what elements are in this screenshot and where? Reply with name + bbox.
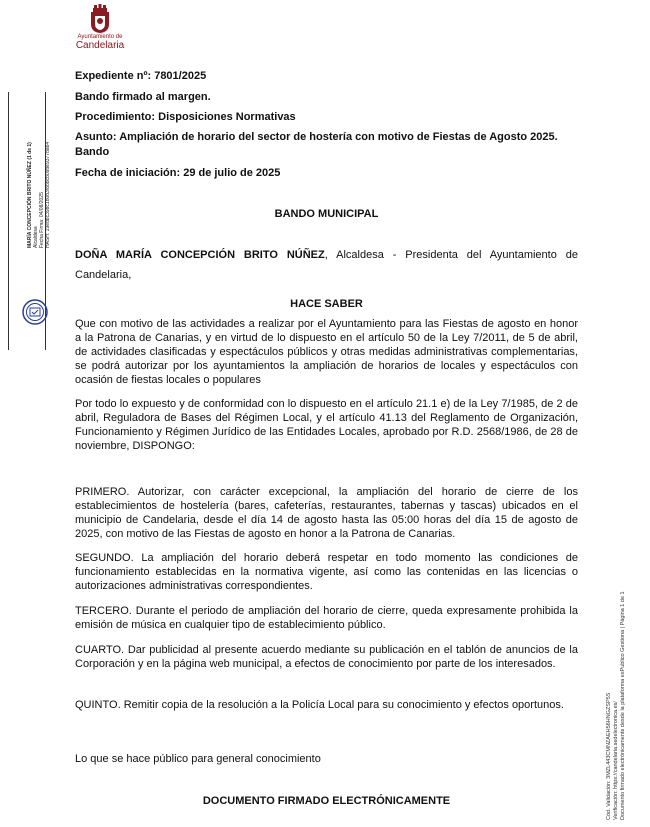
expediente: Expediente nº: 7801/2025 xyxy=(75,70,207,82)
logo-title: Candelaria xyxy=(75,40,125,51)
mayor-name: DOÑA MARÍA CONCEPCIÓN BRITO NÚÑEZ xyxy=(75,249,325,261)
fecha-iniciacion: Fecha de iniciación: 29 de julio de 2025 xyxy=(75,167,281,179)
intro-rest: , Alcaldesa - Presidenta del Ayuntamiento de Candelaria, xyxy=(75,249,578,281)
signer-role: Alcaldesa xyxy=(33,226,39,248)
bando-firmado: Bando firmado al margen. xyxy=(75,91,211,103)
verification-url: Verificación: https://candelaria.sedelectronica.es/ xyxy=(613,701,619,820)
platform-note: Documento firmado electrónicamente desde la plataforma esPublico Gestiona | Página 1 de 1 xyxy=(620,591,626,820)
paragraph-dispongo: Por todo lo expuesto y de conformidad con lo dispuesto en el artículo 21.1 e) de la Ley 7/1985, de 2 de abril, Reguladora de Bases del Régimen Local, y el artículo 41.13 del Reglamento de Organización, Funcionamiento y Régimen Jurídico de las Entidades Locales, aprobado por R.D. 2568/1986, de 28 de noviembre, DISPONGO: xyxy=(75,398,578,452)
procedimiento: Procedimiento: Disposiciones Normativas xyxy=(75,111,296,123)
document-title: BANDO MUNICIPAL xyxy=(274,208,379,220)
hace-saber-heading: HACE SABER xyxy=(290,298,363,310)
paragraph-closing: Lo que se hace público para general conocimiento xyxy=(75,753,321,765)
verification-text xyxy=(606,540,638,820)
coat-of-arms-icon xyxy=(88,4,112,34)
signature-hash: HASH: 19ed8c398c1b0b3f8bbcb09be9377ba64 xyxy=(45,141,51,248)
validation-code: Cód. Validación: 3MZL443CMNZAEH56HNGZSP5S xyxy=(606,692,612,820)
paragraph-primero: PRIMERO. Autorizar, con carácter excepcional, la ampliación del horario de cierre de los establecimientos de hostelería (bares, cafeterías, restaurantes, tabernas y tascas) ubicados en el municipio de Candelaria, desde el día 14 de agosto hasta las 05:00 horas del día 15 de agosto de 2025, con motivo de las Fiestas de agosto en honor a la Patrona de Canarias. xyxy=(75,486,578,540)
signed-notice: DOCUMENTO FIRMADO ELECTRÓNICAMENTE xyxy=(202,795,451,807)
signature-date: Fecha Firma: 04/08/2025 xyxy=(39,192,45,248)
signature-text xyxy=(27,78,63,248)
seal-icon xyxy=(22,299,48,325)
signer-name: MARÍA CONCEPCIÓN BRITO NÚÑEZ (1 de 1) xyxy=(27,142,33,248)
logo-subtitle: Ayuntamiento de xyxy=(77,34,123,40)
paragraph-quinto: QUINTO. Remitir copia de la resolución a la Policía Local para su conocimiento y efectos oportunos. xyxy=(75,699,564,711)
asunto: Asunto: Ampliación de horario del sector de hostería con motivo de Fiestas de Agosto 2025. Bando xyxy=(75,131,558,158)
intro-paragraph xyxy=(75,245,578,285)
paragraph-tercero: TERCERO. Durante el periodo de ampliación del horario de cierre, queda expresamente prohibida la emisión de música en cualquier tipo de establecimiento público. xyxy=(75,605,578,631)
paragraph-motivo: Que con motivo de las actividades a realizar por el Ayuntamiento para las Fiestas de agosto en honor a la Patrona de Canarias, y en virtud de lo dispuesto en el artículo 50 de la Ley 7/2011, de 5 de abril, de actividades clasificadas y espectáculos públicos y otras medidas administrativas complementarias, se podrá autorizar por los ayuntamientos la ampliación de horarios de locales y espectáculos con ocasión de fiestas locales o populares xyxy=(75,318,578,386)
municipal-logo xyxy=(70,4,130,56)
paragraph-segundo: SEGUNDO. La ampliación del horario deberá respetar en todo momento las condiciones de funcionamiento establecidas en la normativa vigente, así como las contenidas en las licencias o autorizaciones administrativas correspondientes. xyxy=(75,552,578,592)
paragraph-cuarto: CUARTO. Dar publicidad al presente acuerdo mediante su publicación en el tablón de anuncios de la Corporación y en la página web municipal, a efectos de conocimiento por parte de los interesados. xyxy=(75,644,578,670)
